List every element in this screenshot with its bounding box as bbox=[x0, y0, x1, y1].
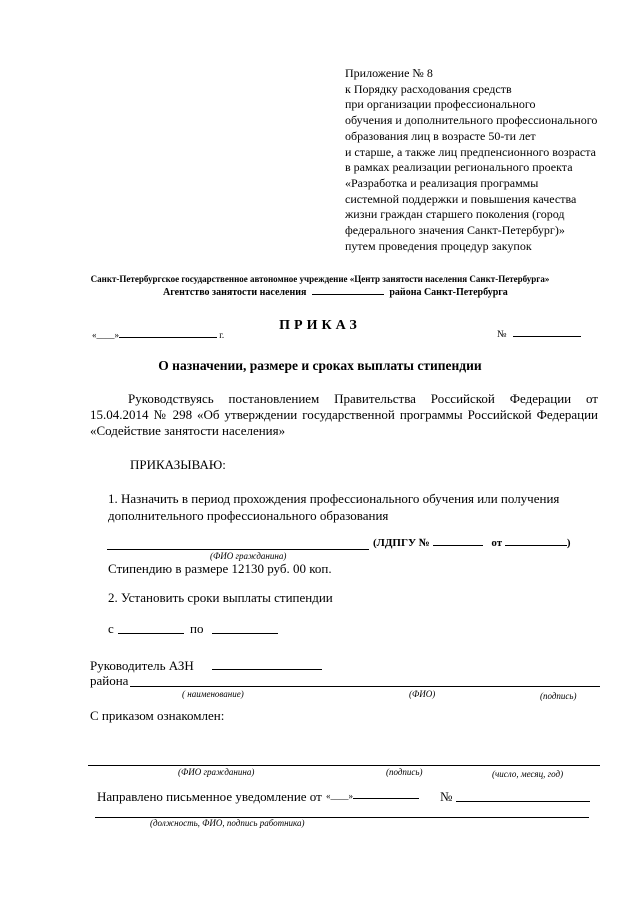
citizen-name-blank[interactable] bbox=[107, 549, 369, 550]
appendix-line: к Порядку расходования средств bbox=[345, 81, 512, 96]
period-from-label: с bbox=[108, 621, 114, 636]
ldpgu-date-blank[interactable] bbox=[505, 545, 567, 546]
appendix-line: обучения и дополнительного профессионального bbox=[345, 113, 598, 128]
appendix-line: жизни граждан старшего поколения (город bbox=[345, 207, 565, 222]
ldpgu-field bbox=[373, 537, 571, 549]
head-caption-fio: (ФИО) bbox=[409, 689, 436, 699]
agency-line bbox=[163, 287, 508, 298]
citizen-caption: (ФИО гражданина) bbox=[210, 551, 287, 561]
appendix-line: системной поддержки и повышения качества bbox=[345, 191, 577, 206]
date-month-blank[interactable] bbox=[119, 337, 217, 338]
ldpgu-number-blank[interactable] bbox=[433, 545, 483, 546]
acquainted-label: С приказом ознакомлен: bbox=[90, 708, 225, 723]
notice-number-blank[interactable] bbox=[456, 801, 590, 802]
head-caption-sign: (подпись) bbox=[540, 691, 577, 701]
appendix-line: при организации профессионального bbox=[345, 97, 536, 112]
appendix-line: Приложение № 8 bbox=[345, 66, 433, 80]
ldpgu-date-label: от bbox=[491, 537, 503, 549]
acq-caption-date: (число, месяц, год) bbox=[492, 769, 564, 779]
head-district-label: района bbox=[90, 673, 129, 688]
acq-caption-sign: (подпись) bbox=[386, 767, 423, 777]
appendix-line: путем проведения процедур закупок bbox=[345, 238, 532, 253]
item1-line1: 1. Назначить в период прохождения профессионального обучения или получения bbox=[108, 491, 560, 506]
stipend-amount: Стипендию в размере 12130 руб. 00 коп. bbox=[108, 561, 332, 576]
period-to-label: по bbox=[190, 621, 204, 636]
period-from-blank[interactable] bbox=[118, 633, 184, 634]
item1-line2: дополнительного профессионального образования bbox=[108, 508, 389, 523]
date-field bbox=[92, 330, 224, 340]
notice-label: Направлено письменное уведомление от bbox=[97, 789, 322, 804]
document-title: ПРИКАЗ bbox=[279, 318, 361, 333]
district-blank[interactable] bbox=[312, 294, 384, 295]
head-sign-line[interactable] bbox=[130, 686, 600, 687]
agency-prefix: Агентство занятости населения bbox=[163, 287, 307, 298]
number-field bbox=[497, 329, 581, 340]
item2: 2. Установить сроки выплаты стипендии bbox=[108, 590, 333, 605]
appendix-line: федерального значения Санкт-Петербург)» bbox=[345, 223, 565, 238]
notice-caption: (должность, ФИО, подпись работника) bbox=[150, 818, 305, 828]
document-subtitle: О назначении, размере и сроках выплаты стипендии bbox=[158, 358, 482, 373]
appendix-line: в рамках реализации регионального проекта bbox=[345, 160, 573, 175]
ldpgu-label: (ЛДПГУ № bbox=[373, 537, 430, 549]
head-caption-name: ( наименование) bbox=[182, 689, 244, 699]
appendix-block bbox=[345, 66, 597, 254]
head-label: Руководитель АЗН bbox=[90, 658, 194, 673]
date-year-suffix: г. bbox=[219, 330, 225, 340]
appendix-line: и старше, а также лиц предпенсионного возраста bbox=[345, 144, 596, 159]
appendix-line: «Разработка и реализация программы bbox=[345, 175, 539, 190]
number-blank[interactable] bbox=[513, 336, 581, 337]
notice-day[interactable]: «____» bbox=[326, 791, 353, 801]
appendix-line: образования лиц в возрасте 50-ти лет bbox=[345, 128, 536, 143]
notice-month-blank[interactable] bbox=[353, 798, 419, 799]
number-label: № bbox=[497, 329, 507, 340]
acq-caption-fio: (ФИО гражданина) bbox=[178, 767, 255, 777]
date-day[interactable]: «____» bbox=[92, 330, 119, 340]
ldpgu-close: ) bbox=[566, 537, 571, 549]
preamble: Руководствуясь постановлением Правительства Российской Федерации от 15.04.2014 № 298 «Об утверждении государственной программы Российской Федерации «Содействие занятости населения» bbox=[90, 391, 598, 438]
notice-number-label: № bbox=[440, 789, 453, 804]
notice-date bbox=[326, 791, 419, 801]
head-name-blank[interactable] bbox=[212, 669, 322, 670]
order-word: ПРИКАЗЫВАЮ: bbox=[130, 457, 226, 472]
acquainted-sign-line[interactable] bbox=[88, 765, 600, 766]
period-to-blank[interactable] bbox=[212, 633, 278, 634]
agency-suffix: района Санкт-Петербурга bbox=[389, 287, 508, 298]
org-name: Санкт-Петербургское государственное автономное учреждение «Центр занятости населения Санкт-Петербурга» bbox=[90, 274, 550, 284]
